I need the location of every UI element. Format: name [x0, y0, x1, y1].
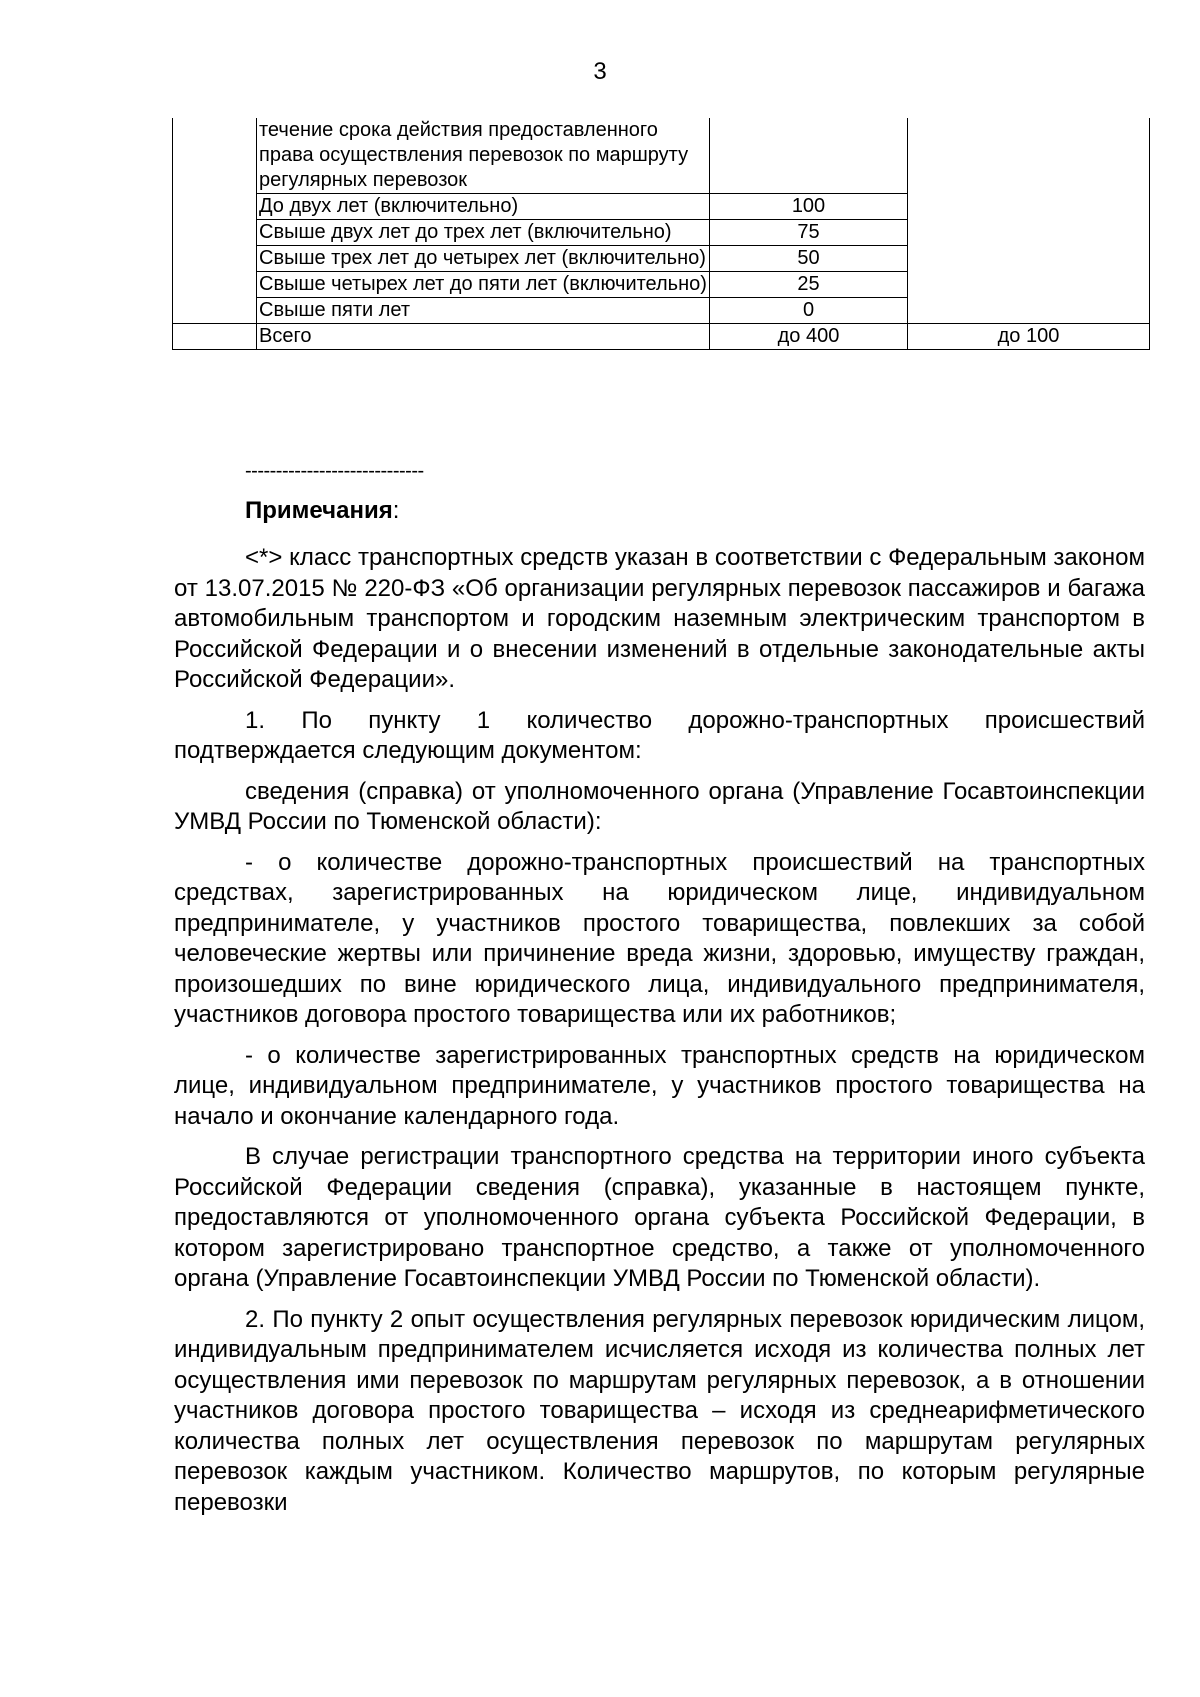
table-cell-points: 100 — [710, 194, 908, 220]
table-cell-criterion: Свыше трех лет до четырех лет (включительно) — [257, 246, 710, 272]
table-cell-points: 50 — [710, 246, 908, 272]
table-cell-criterion: течение срока действия предоставленного права осуществления перевозок по маршруту регулярных перевозок — [257, 118, 710, 194]
note-paragraph: В случае регистрации транспортного средства на территории иного субъекта Российской Федерации сведения (справка), указанные в настоящем пункте, предоставляются от уполномоченного органа субъекта Российской Федерации, в котором зарегистрировано транспортное средство, а также от уполномоченного органа (Управление Госавтоинспекции УМВД России по Тюменской области). — [174, 1143, 1145, 1292]
table-row-total — [173, 324, 1150, 350]
table-cell-points — [710, 118, 908, 194]
note-paragraph: <*> класс транспортных средств указан в соответствии с Федеральным законом от 13.07.2015 № 220-ФЗ «Об организации регулярных перевозок пассажиров и багажа автомобильным транспортом и городским наземным электрическим транспортом в Российской Федерации и о внесении изменений в отдельные законодательные акты Российской Федерации». — [174, 544, 1145, 693]
notes-heading-colon: : — [392, 497, 400, 524]
table-row — [173, 118, 1150, 194]
note-paragraph: - о количестве дорожно-транспортных происшествий на транспортных средствах, зарегистрированных на юридическом лице, индивидуальном предпринимателе, у участников простого товарищества, повлекших за собой человеческие жертвы или причинение вреда жизни, здоровью, имуществу граждан, произошедших по вине юридического лица, индивидуального предпринимателя, участников договора простого товарищества или их работников; — [174, 848, 1145, 1028]
footnote-separator: ----------------------------- — [245, 460, 424, 482]
table-cell-empty — [173, 324, 257, 350]
table-cell-criterion: Свыше пяти лет — [257, 298, 710, 324]
criteria-table — [172, 118, 1150, 350]
notes-heading-text: Примечания — [245, 497, 393, 524]
table-cell-criterion: Свыше двух лет до трех лет (включительно) — [257, 220, 710, 246]
table-cell-points: 75 — [710, 220, 908, 246]
table-cell-max — [908, 118, 1150, 324]
page-number: 3 — [593, 58, 607, 85]
notes-body — [174, 543, 1145, 1528]
table-cell-points: 0 — [710, 298, 908, 324]
table-cell-criterion: До двух лет (включительно) — [257, 194, 710, 220]
note-paragraph: сведения (справка) от уполномоченного органа (Управление Госавтоинспекции УМВД России по Тюменской области): — [174, 777, 1145, 835]
table-cell-total-points: до 400 — [710, 324, 908, 350]
table-cell-criterion: Свыше четырех лет до пяти лет (включительно) — [257, 272, 710, 298]
note-paragraph: 1. По пункту 1 количество дорожно-транспортных происшествий подтверждается следующим документом: — [174, 706, 1145, 764]
note-paragraph: 2. По пункту 2 опыт осуществления регулярных перевозок юридическим лицом, индивидуальным предпринимателем исчисляется исходя из количества полных лет осуществления ими перевозок по маршрутам регулярных перевозок, а в отношении участников договора простого товарищества – исходя из среднеарифметического количества полных лет осуществления перевозок по маршрутам регулярных перевозок каждым участником. Количество маршрутов, по которым регулярные перевозки — [174, 1305, 1145, 1516]
table-cell-empty — [173, 118, 257, 324]
table-cell-total-label: Всего — [257, 324, 710, 350]
table-cell-total-max: до 100 — [908, 324, 1150, 350]
table-cell-points: 25 — [710, 272, 908, 298]
notes-heading — [245, 497, 399, 525]
note-paragraph: - о количестве зарегистрированных транспортных средств на юридическом лице, индивидуальном предпринимателе, у участников простого товарищества на начало и окончание календарного года. — [174, 1041, 1145, 1130]
